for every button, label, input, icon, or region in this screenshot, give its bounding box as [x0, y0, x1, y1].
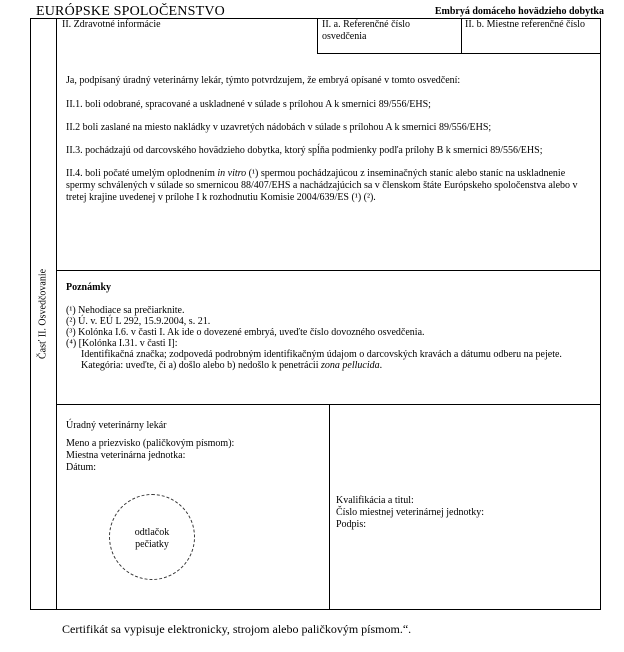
signature-date-label: Dátum:	[66, 462, 96, 473]
paragraph-II-1: II.1. boli odobrané, spracované a uskladnené v súlade s prílohou A k smernici 89/556/EHS;	[66, 99, 431, 110]
signature-official-vet: Úradný veterinárny lekár	[66, 420, 167, 431]
paragraph-II-4	[66, 168, 588, 204]
note-2: (²) Ú. v. EÚ L 292, 15.9.2004, s. 21.	[66, 316, 211, 327]
note-4-identification: Identifikačná značka; zodpovedá podrobným identifikačným údajom o darcovských kravách a dátumu odberu na pejete.	[81, 349, 562, 360]
header-document-type: Embryá domáceho hovädzieho dobytka	[434, 6, 604, 17]
paragraph-II-3: II.3. pochádzajú od darcovského hovädzieho dobytka, ktorý spĺňa podmienky podľa prílohy B k smernici 89/556/EHS;	[66, 145, 543, 156]
top-row-bottom-line	[317, 53, 601, 54]
signature-divider	[329, 404, 330, 610]
note-4-category-end: .	[379, 360, 383, 371]
header-community: EURÓPSKE SPOLOČENSTVO	[36, 4, 225, 19]
stamp-circle	[109, 494, 195, 580]
zona-pellucida-term: zona pellucida	[321, 360, 380, 371]
note-3: (³) Kolónka I.6. v časti I. Ak ide o dovezené embryá, uveďte číslo dovozného osvedčenia.	[66, 327, 425, 338]
in-vitro-term: in vitro	[217, 168, 247, 179]
note-4-category	[81, 360, 591, 371]
stamp-label-line-1: odtlačok	[134, 527, 170, 538]
signature-unit-number-label: Číslo miestnej veterinárnej jednotky:	[336, 507, 485, 518]
note-4-category-text: Kategória: uveďte, či a) došlo alebo b) nedošlo k penetrácii	[81, 360, 319, 371]
intro-paragraph: Ja, podpísaný úradný veterinárny lekár, týmto potvrdzujem, že embryá opísané v tomto osvedčení:	[66, 75, 461, 86]
signature-sign-label: Podpis:	[336, 519, 367, 530]
side-label: Časť II. Osvedčovanie	[37, 268, 49, 360]
stamp-label	[110, 527, 194, 551]
cell-health-info: II. Zdravotné informácie	[62, 19, 161, 30]
notes-title: Poznámky	[66, 282, 111, 293]
cell-reference-number: II. a. Referenčné číslo osvedčenia	[322, 19, 411, 42]
signature-name-label: Meno a priezvisko (paličkovým písmom):	[66, 438, 235, 449]
note-1: (¹) Nehodiace sa prečiarknite.	[66, 305, 185, 316]
paragraph-II-2: II.2 boli zaslané na miesto nakládky v uzavretých nádobách v súlade s prílohou A k smernici 89/556/EHS;	[66, 122, 492, 133]
footer-note: Certifikát sa vypisuje elektronicky, strojom alebo paličkovým písmom.“.	[62, 622, 412, 636]
divider-ref-a	[317, 18, 318, 53]
paragraph-II-4-rest: (¹) spermou pochádzajúcou z inseminačných staníc alebo staníc na uskladnenie spermy schválených v súlade so smernicou 88/407/EHS a nachádzajúcich sa v členskom štáte Európskeho spoločenstva alebo v tretej krajine uvedenej v prílohe I k rozhodnutiu Komisie 2004/639/ES (¹) (²).	[66, 168, 578, 203]
side-column	[30, 18, 57, 610]
signature-unit-label: Miestna veterinárna jednotka:	[66, 450, 186, 461]
notes-top-line	[57, 270, 601, 271]
paragraph-II-4-start: II.4. boli počaté umelým oplodnením	[66, 168, 215, 179]
signature-qualification-label: Kvalifikácia a titul:	[336, 495, 414, 506]
cell-local-reference-number: II. b. Miestne referenčné číslo	[465, 19, 585, 30]
divider-ref-b	[461, 18, 462, 53]
note-4: (⁴) [Kolónka I.31. v časti I]:	[66, 338, 178, 349]
stamp-label-line-2: pečiatky	[135, 539, 169, 550]
